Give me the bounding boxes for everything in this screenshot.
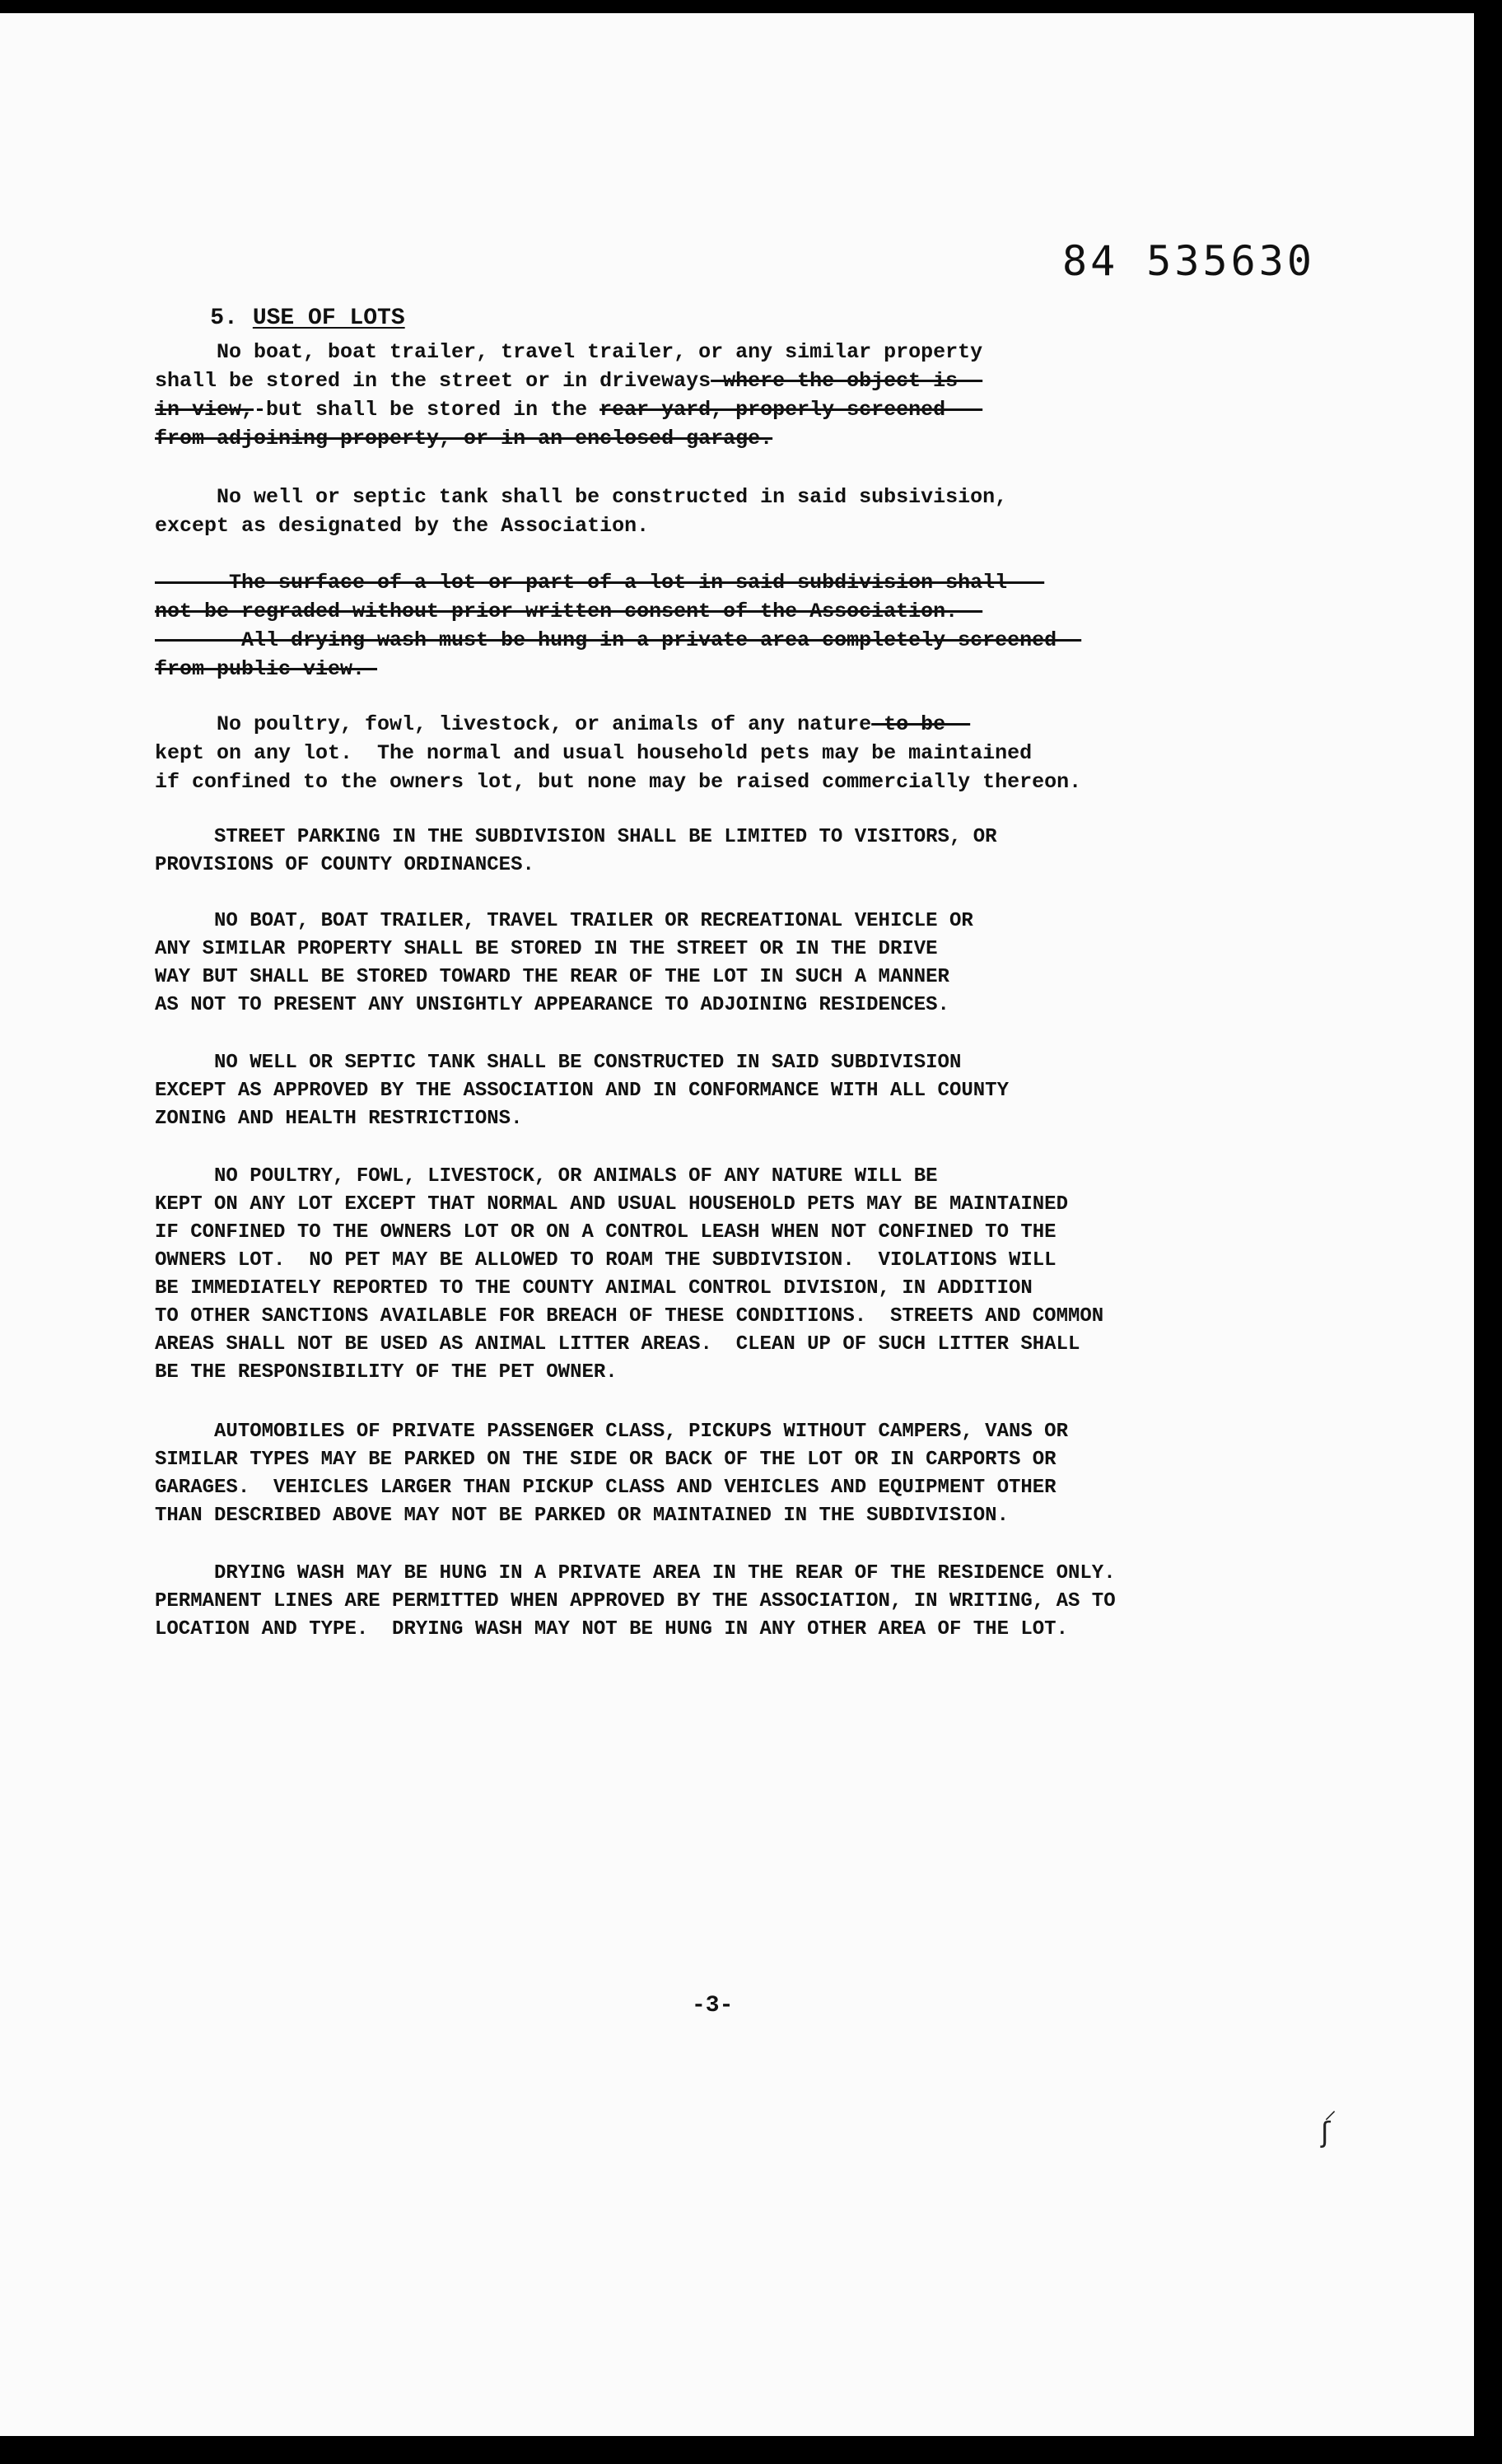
text-line: DRYING WASH MAY BE HUNG IN A PRIVATE AREA IN THE REAR OF THE RESIDENCE ONLY.: [155, 1562, 1116, 1584]
struck-text: rear-yard,-properly-screened---: [599, 398, 983, 422]
paragraph-street-parking: [155, 824, 997, 880]
struck-text: not-be-regraded-without-prior-written-consent-of-the-Association.--: [155, 600, 983, 623]
text-line: WAY BUT SHALL BE STORED TOWARD THE REAR OF THE LOT IN SUCH A MANNER: [155, 966, 949, 988]
text-line: [155, 655, 1081, 684]
text-line: ANY SIMILAR PROPERTY SHALL BE STORED IN THE STREET OR IN THE DRIVE: [155, 938, 938, 960]
page-number: -3-: [692, 1993, 734, 2018]
paragraph-vehicles: [155, 1418, 1068, 1530]
struck-text: -to-be--: [871, 712, 971, 736]
text-line: shall be stored in the street or in driveways-where-the-object-is--: [155, 369, 983, 393]
struck-text: -The-surface-of-a-lot-or-part-of-a-lot-in-said-subdivision-shall---: [155, 571, 1045, 595]
text-line: AUTOMOBILES OF PRIVATE PASSENGER CLASS, PICKUPS WITHOUT CAMPERS, VANS OR: [155, 1421, 1068, 1443]
paragraph-animals-original: [155, 710, 1081, 796]
document-number: 84 535630: [1062, 237, 1315, 285]
text-line: TO OTHER SANCTIONS AVAILABLE FOR BREACH OF THESE CONDITIONS. STREETS AND COMMON: [155, 1305, 1104, 1328]
paragraph-well-septic-original: [155, 483, 1007, 540]
paragraph-animals-amended: [155, 1163, 1103, 1387]
text-line: except as designated by the Association.: [155, 514, 650, 538]
text-line: No poultry, fowl, livestock, or animals of any nature-to-be--: [155, 712, 971, 736]
text-line: PROVISIONS OF COUNTY ORDINANCES.: [155, 854, 534, 876]
text-line: GARAGES. VEHICLES LARGER THAN PICKUP CLASS AND VEHICLES AND EQUIPMENT OTHER: [155, 1477, 1057, 1499]
scan-mark: ʃ: [1321, 2116, 1331, 2149]
text-line: AS NOT TO PRESENT ANY UNSIGHTLY APPEARANCE TO ADJOINING RESIDENCES.: [155, 994, 949, 1016]
text-line: NO WELL OR SEPTIC TANK SHALL BE CONSTRUCTED IN SAID SUBDIVISION: [155, 1052, 962, 1074]
text-line: LOCATION AND TYPE. DRYING WASH MAY NOT BE HUNG IN ANY OTHER AREA OF THE LOT.: [155, 1618, 1068, 1640]
text-line: [155, 597, 1081, 626]
text-line: OWNERS LOT. NO PET MAY BE ALLOWED TO ROAM THE SUBDIVISION. VIOLATIONS WILL: [155, 1249, 1057, 1272]
struck-text: --All-drying-wash-must-be-hung-in-a-private-area-completely-screened--: [155, 628, 1082, 652]
section-number: 5.: [210, 306, 238, 331]
text-line: THAN DESCRIBED ABOVE MAY NOT BE PARKED OR MAINTAINED IN THE SUBDIVISION.: [155, 1505, 1009, 1527]
paragraph-drying-wash: [155, 1560, 1116, 1644]
text-line: PERMANENT LINES ARE PERMITTED WHEN APPROVED BY THE ASSOCIATION, IN WRITING, AS TO: [155, 1590, 1116, 1612]
struck-text: -where-the-object-is--: [711, 369, 983, 393]
text-line: BE IMMEDIATELY REPORTED TO THE COUNTY ANIMAL CONTROL DIVISION, IN ADDITION: [155, 1277, 1033, 1300]
text-line: [155, 424, 982, 453]
text-line: [155, 626, 1081, 655]
scan-mark: ⸝: [1324, 2096, 1336, 2125]
text-line: No well or septic tank shall be constructed in said subsivision,: [155, 485, 1008, 509]
text-line: IF CONFINED TO THE OWNERS LOT OR ON A CONTROL LEASH WHEN NOT CONFINED TO THE: [155, 1221, 1057, 1244]
text-line: KEPT ON ANY LOT EXCEPT THAT NORMAL AND USUAL HOUSEHOLD PETS MAY BE MAINTAINED: [155, 1193, 1068, 1216]
text-line: NO POULTRY, FOWL, LIVESTOCK, OR ANIMALS OF ANY NATURE WILL BE: [155, 1165, 938, 1188]
text-line: EXCEPT AS APPROVED BY THE ASSOCIATION AND IN CONFORMANCE WITH ALL COUNTY: [155, 1080, 1009, 1102]
struck-text: from-adjoining-property,-or-in-an-enclosed-garage.: [155, 427, 773, 450]
struck-text: from-public-view.-: [155, 657, 378, 681]
text-line: ZONING AND HEALTH RESTRICTIONS.: [155, 1108, 523, 1130]
text-line: [155, 568, 1081, 597]
section-title: USE OF LOTS: [252, 306, 405, 331]
text-line: in-view,-but shall be stored in the rear-yard,-properly-screened---: [155, 398, 983, 422]
text-line: AREAS SHALL NOT BE USED AS ANIMAL LITTER AREAS. CLEAN UP OF SUCH LITTER SHALL: [155, 1333, 1080, 1356]
paragraph-boat-storage-amended: [155, 908, 973, 1020]
text-line: SIMILAR TYPES MAY BE PARKED ON THE SIDE OR BACK OF THE LOT OR IN CARPORTS OR: [155, 1449, 1057, 1471]
text-line: if confined to the owners lot, but none may be raised commercially thereon.: [155, 770, 1082, 794]
struck-text: in-view,: [155, 398, 254, 422]
paragraph-boat-storage-original: [155, 338, 982, 453]
paragraph-regrading-drying-struck: [155, 568, 1081, 684]
text-line: kept on any lot. The normal and usual household pets may be maintained: [155, 741, 1033, 765]
text-line: No boat, boat trailer, travel trailer, or any similar property: [155, 340, 983, 364]
text-line: BE THE RESPONSIBILITY OF THE PET OWNER.: [155, 1361, 618, 1384]
text-line: STREET PARKING IN THE SUBDIVISION SHALL BE LIMITED TO VISITORS, OR: [155, 826, 997, 848]
paragraph-well-septic-amended: [155, 1049, 1009, 1133]
text-line: NO BOAT, BOAT TRAILER, TRAVEL TRAILER OR RECREATIONAL VEHICLE OR: [155, 910, 973, 932]
